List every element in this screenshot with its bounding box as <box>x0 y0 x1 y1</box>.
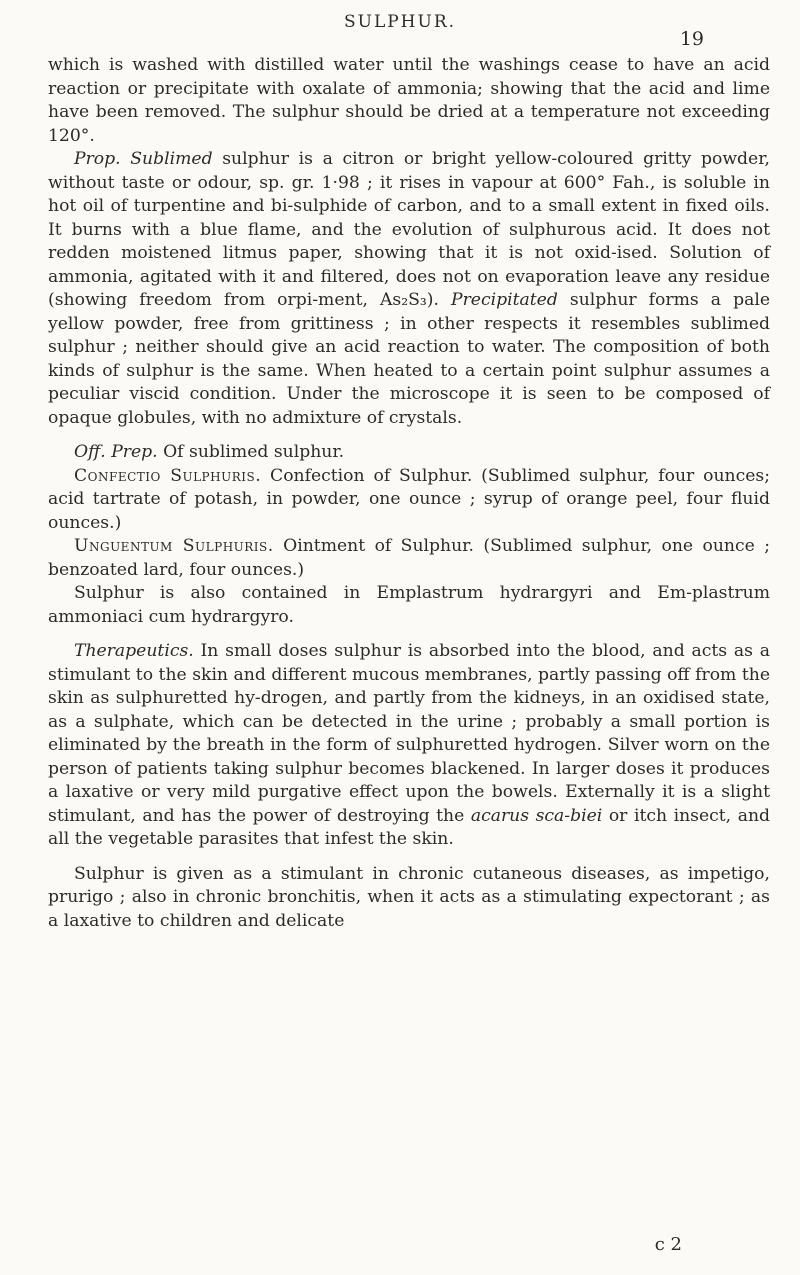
paragraph-therapeutics <box>48 640 770 852</box>
confectio-text: Confection of Sulphur. (Sublimed sulphur, four ounces; acid tartrate of potash, in powder, one ounce ; syrup of orange peel, four fluid ounces.) <box>48 465 771 533</box>
properties-text-2: sulphur forms a pale yellow powder, free from grittiness ; in other respects it resembles sublimed sulphur ; neither should give an acid reaction to water. The composition of both kinds of sulphur is the same. When heated to a certain point sulphur assumes a peculiar viscid condition. Under the microscope it is seen to be composed of opaque globules, with no admixture of crystals. <box>48 290 770 428</box>
uses-text: Sulphur is given as a stimulant in chronic cutaneous diseases, as impetigo, prurigo ; also in chronic bronchitis, when it acts as a stimulating expectorant ; as a laxative to children and delicate <box>48 863 770 931</box>
therapeutics-label: Therapeutics. <box>74 641 194 661</box>
running-title: SULPHUR. <box>343 12 457 32</box>
emplastrum-text: Sulphur is also contained in Emplastrum hydrargyri and Em-plastrum ammoniaci cum hydrargyro. <box>48 583 770 627</box>
confectio-label: Confectio Sulphuris. <box>74 465 262 486</box>
unguentum-label: Unguentum Sulphuris. <box>74 536 274 556</box>
unguentum-text: Ointment of Sulphur. (Sublimed sulphur, one ounce ; benzoated lard, four ounces.) <box>48 536 771 580</box>
paragraph-unguentum <box>48 535 770 582</box>
paragraph-preparation-end <box>48 54 770 148</box>
paragraph-text: which is washed with distilled water until the washings cease to have an acid reaction or precipitate with oxalate of ammonia; showing that the acid and lime have been removed. The sulphur should be dried at a temperature not exceeding 120°. <box>48 55 770 146</box>
paragraph-uses <box>48 863 770 934</box>
paragraph-confectio <box>48 465 770 536</box>
acarus-term: acarus sca-biei <box>470 805 603 826</box>
sublimed-term: Sublimed <box>130 149 213 169</box>
signature-mark: c 2 <box>654 1234 682 1255</box>
paragraph-official-preparations <box>48 441 770 465</box>
off-prep-label: Off. Prep. <box>74 442 158 462</box>
properties-text-1: sulphur is a citron or bright yellow-coloured gritty powder, without taste or odour, sp. gr. 1·98 ; it rises in vapour at 600° Fah., is soluble in hot oil of turpentine and bi-sulphide of carbon, and to a small extent in fixed oils. It burns with a blue flame, and the evolution of sulphurous acid. It does not redden moistened litmus paper, showing that it is not oxid-ised. Solution of ammonia, agitated with it and filtered, does not on evaporation leave any residue (showing freedom from orpi-ment, As₂S₃). <box>48 149 770 310</box>
paragraph-emplastrum <box>48 582 770 629</box>
paragraph-properties <box>48 148 770 430</box>
therapeutics-text-1: In small doses sulphur is absorbed into the blood, and acts as a stimulant to the skin and different mucous membranes, partly passing off from the skin as sulphuretted hy-drogen, and partly from the kidneys, in an oxidised state, as a sulphate, which can be detected in the urine ; probably a small portion is eliminated by the breath in the form of sulphuretted hydrogen. Silver worn on the person of patients taking sulphur becomes blackened. In larger doses it produces a laxative or very mild purgative effect upon the bowels. Externally it is a slight stimulant, and has the power of destroying the <box>48 641 770 826</box>
page-number: 19 <box>679 28 704 50</box>
off-prep-text: Of sublimed sulphur. <box>157 442 345 462</box>
properties-label: Prop. <box>74 149 121 169</box>
precipitated-term: Precipitated <box>451 290 558 310</box>
therapeutics-text-2: or itch insect, and all the vegetable parasites that infest the skin. <box>48 805 771 849</box>
page-body <box>48 54 770 933</box>
